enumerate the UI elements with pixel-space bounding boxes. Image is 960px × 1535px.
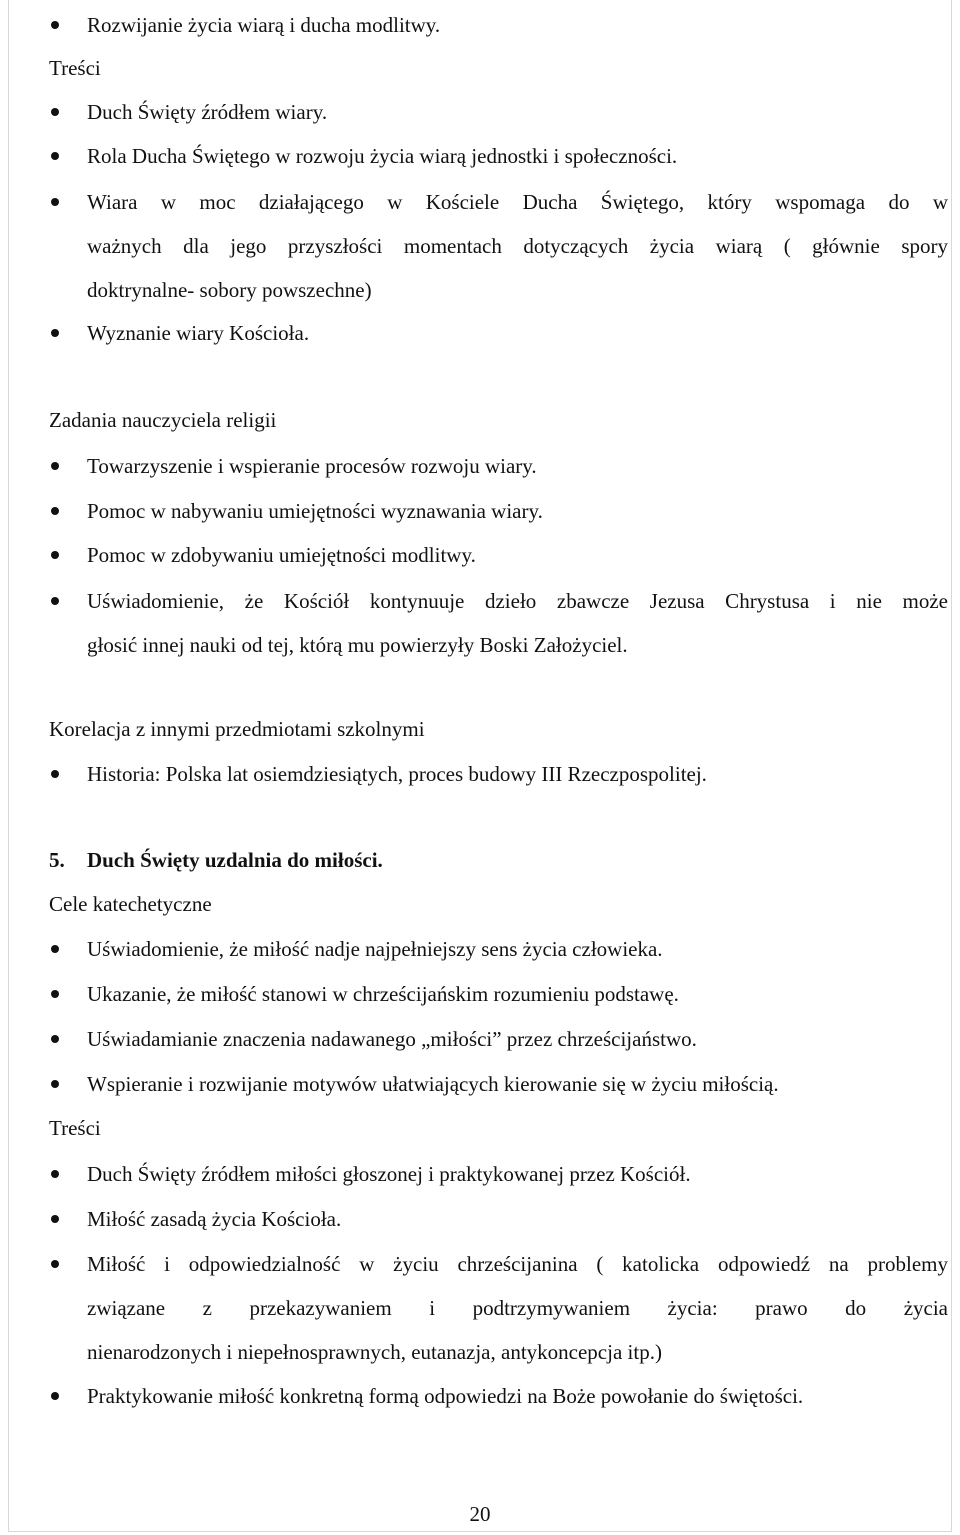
list-item: Pomoc w zdobywaniu umiejętności modlitwy. [87,543,476,567]
list-item: Pomoc w nabywaniu umiejętności wyznawania wiary. [87,499,543,523]
list-item: Ukazanie, że miłość stanowi w chrześcijańskim rozumieniu podstawę. [87,982,679,1006]
list-item: Wspieranie i rozwijanie motywów ułatwiających kierowanie się w życiu miłością. [87,1072,779,1096]
list-item-line: doktrynalne- sobory powszechne) [87,278,372,302]
list-item: Wyznanie wiary Kościoła. [87,321,310,345]
section-heading: Treści [49,56,101,80]
bullet [51,551,59,559]
list-item: Rozwijanie życia wiarą i ducha modlitwy. [87,13,441,37]
section-number: 5. [49,848,65,872]
bullet [51,770,59,778]
list-item-line: Miłość i odpowiedzialność w życiu chrześcijanina ( katolicka odpowiedź na problemy [87,1252,948,1276]
bullet [51,108,59,116]
list-item: Duch Święty źródłem wiary. [87,100,328,124]
bullet [51,1080,59,1088]
bullet [51,152,59,160]
section-title [49,847,948,873]
list-item: Rola Ducha Świętego w rozwoju życia wiarą jednostki i społeczności. [87,144,678,168]
list-item: Miłość zasadą życia Kościoła. [87,1207,342,1231]
list-item-line: związane z przekazywaniem i podtrzymywaniem życia: prawo do życia [87,1296,948,1320]
section-heading: Cele katechetyczne [49,892,212,916]
list-item: Uświadomienie, że miłość nadje najpełniejszy sens życia człowieka. [87,937,663,961]
bullet [51,462,59,470]
section-heading: Treści [49,1116,101,1140]
bullet [51,1035,59,1043]
bullet [51,1392,59,1400]
list-item: Duch Święty źródłem miłości głoszonej i praktykowanej przez Kościół. [87,1162,691,1186]
bullet [51,21,59,29]
list-item-line: ważnych dla jego przyszłości momentach dotyczących życia wiarą ( głównie spory [87,234,948,258]
list-item: Praktykowanie miłość konkretną formą odpowiedzi na Boże powołanie do świętości. [87,1384,804,1408]
bullet [51,990,59,998]
bullet [51,329,59,337]
bullet [51,198,59,206]
bullet [51,1215,59,1223]
bullet [51,1260,59,1268]
page-number: 20 [469,1502,491,1526]
list-item: Towarzyszenie i wspieranie procesów rozwoju wiary. [87,454,537,478]
section-heading: Korelacja z innymi przedmiotami szkolnymi [49,717,425,741]
section-title-text: Duch Święty uzdalnia do miłości. [87,848,383,872]
bullet [51,507,59,515]
list-item: Historia: Polska lat osiemdziesiątych, proces budowy III Rzeczpospolitej. [87,762,707,786]
list-item-line: Uświadomienie, że Kościół kontynuuje dzieło zbawcze Jezusa Chrystusa i nie może [87,589,948,613]
section-heading: Zadania nauczyciela religii [49,408,277,432]
bullet [51,1170,59,1178]
list-item-line: głosić innej nauki od tej, którą mu powierzyły Boski Założyciel. [87,633,628,657]
bullet [51,945,59,953]
bullet [51,597,59,605]
list-item: Uświadamianie znaczenia nadawanego „miłości” przez chrześcijaństwo. [87,1027,697,1051]
list-item-line: nienarodzonych i niepełnosprawnych, eutanazja, antykoncepcja itp.) [87,1340,662,1364]
list-item-line: Wiara w moc działającego w Kościele Ducha Świętego, który wspomaga do w [87,190,948,214]
